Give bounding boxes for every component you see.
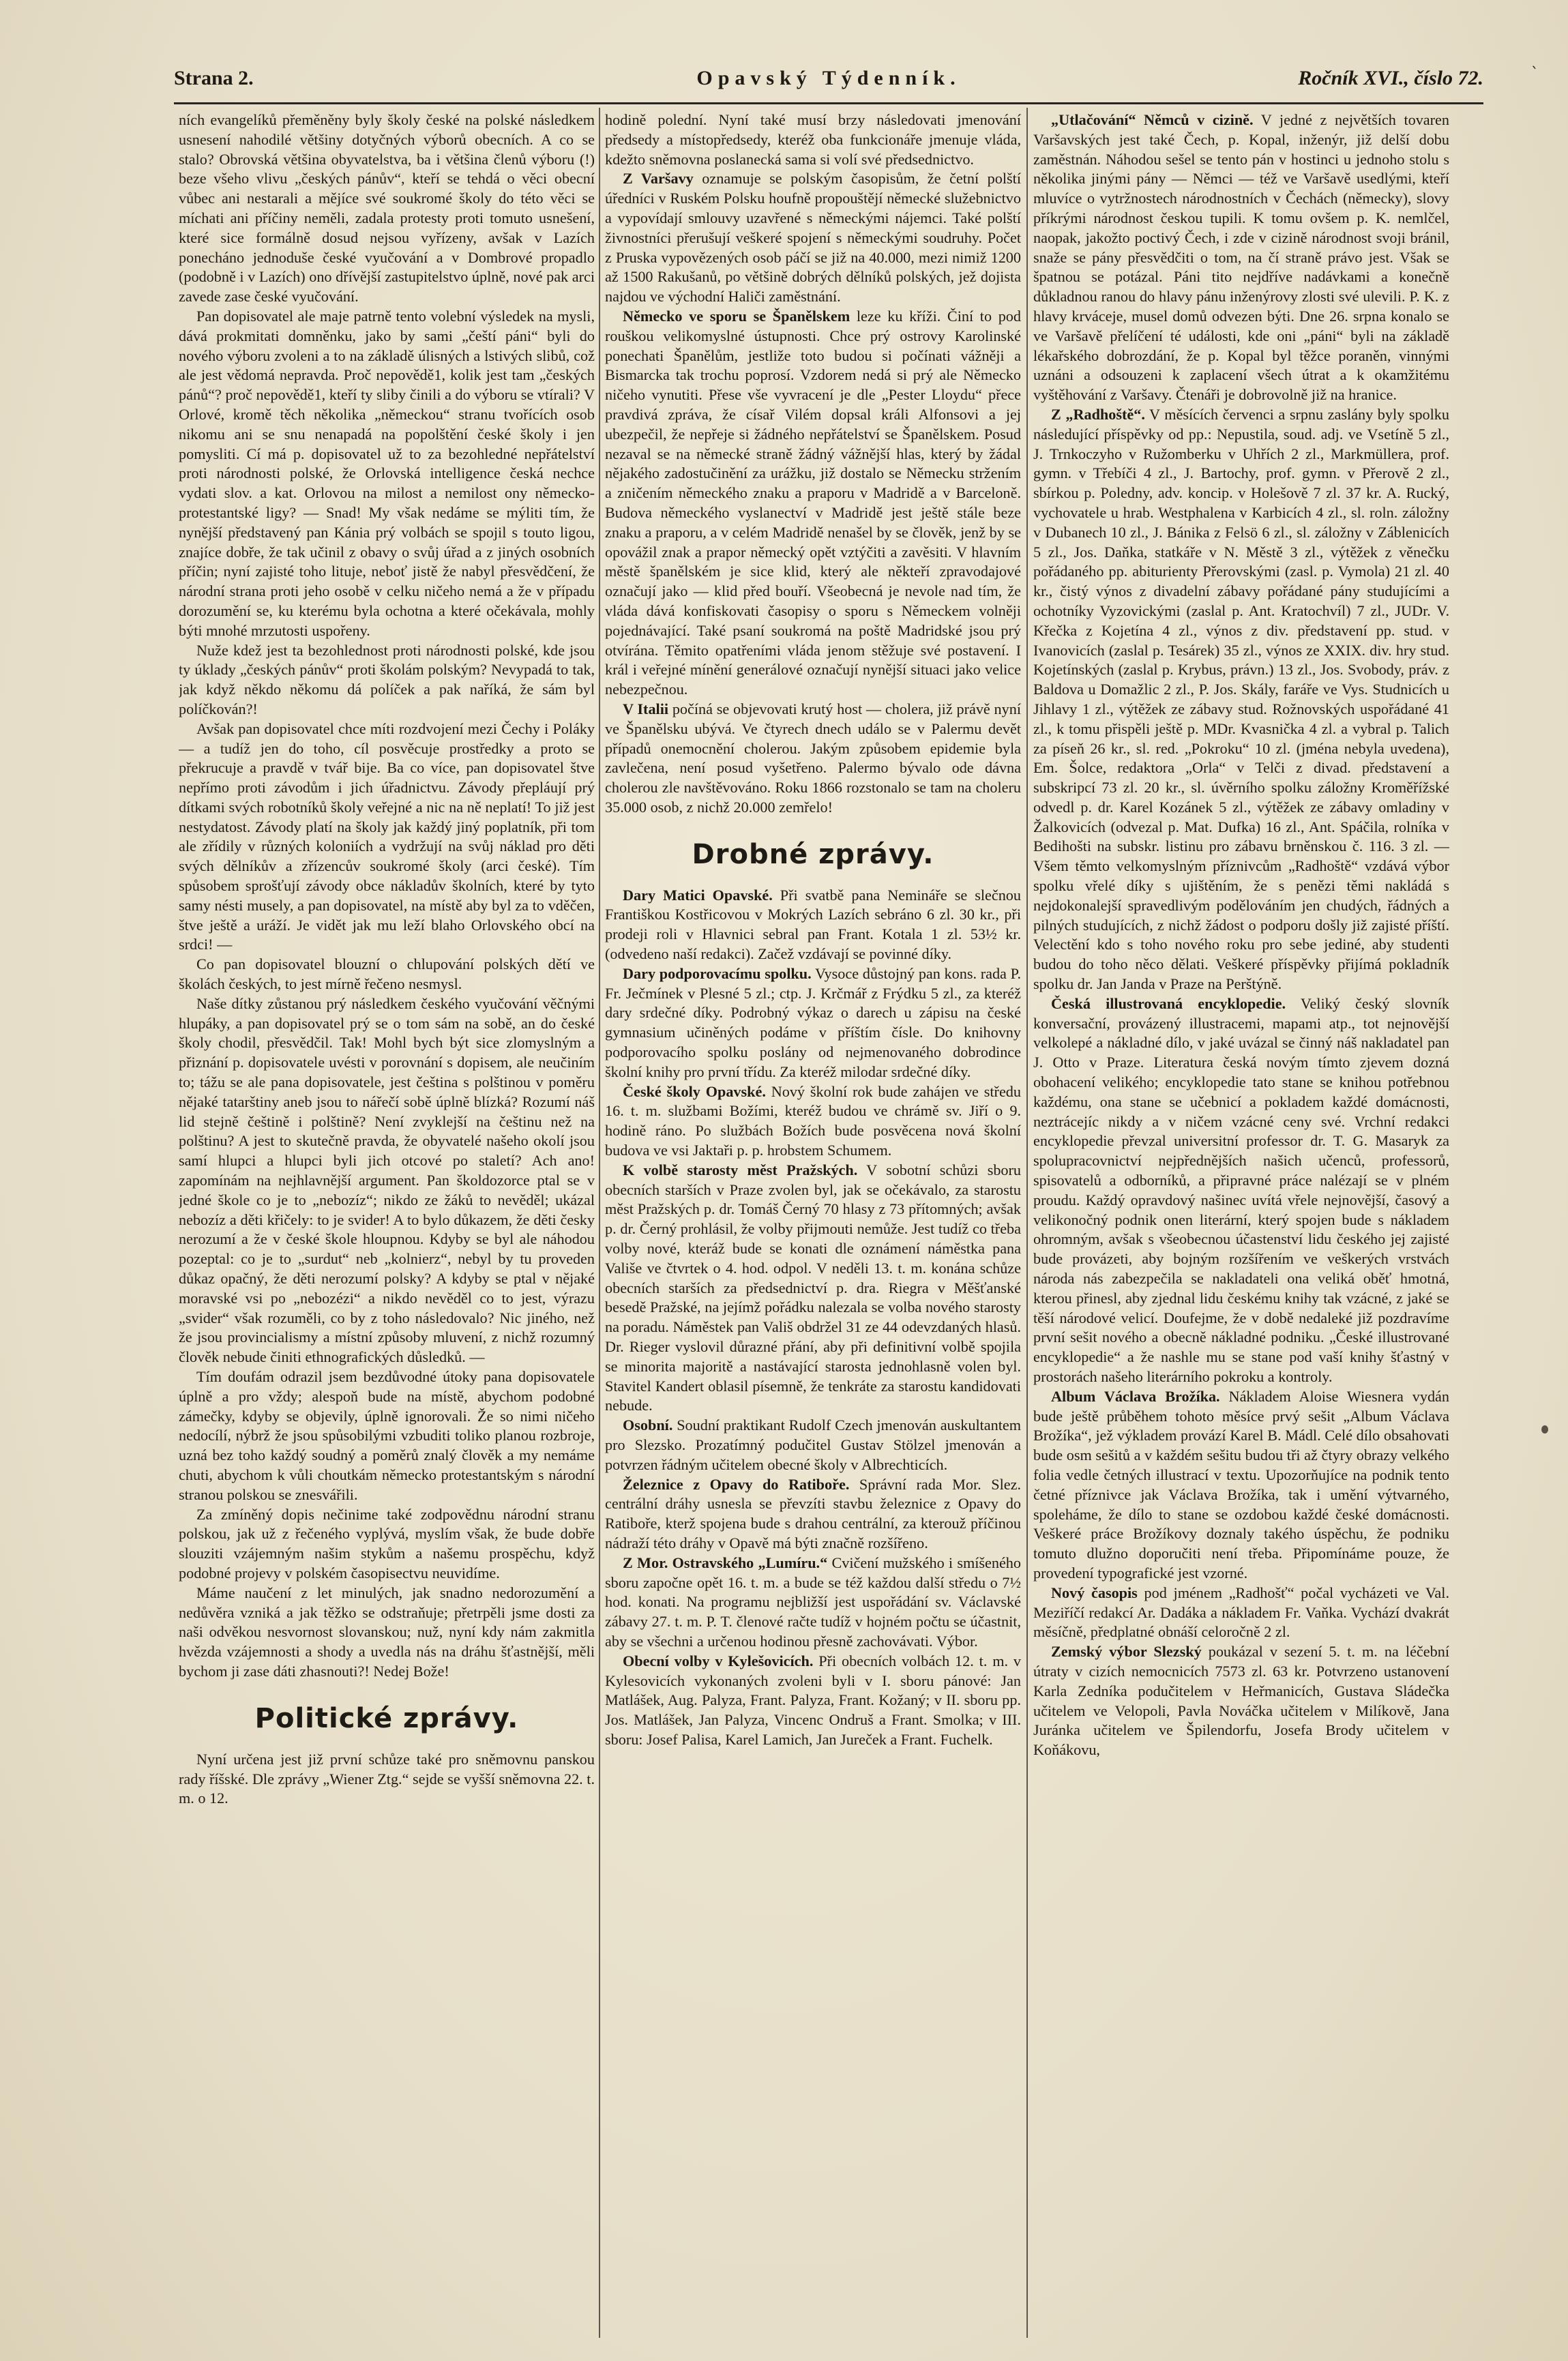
article-lead: Osobní. [623, 1416, 673, 1434]
article-lead: Obecní volby v Kylešovicích. [623, 1652, 814, 1669]
corner-mark: ˋ [1531, 65, 1539, 83]
article-text: Cvičení mužského i smíšeného sboru započne opět 16. t. m. a bude se též každou další středu o 7½ hod. konati. Na programu nejbližší jest uspořádání sv. Václavské zábavy 27. t. m. P. T. členové račte tudíž v hojném počtu se účastnit, aby se všechni a určenou hodinou přesně zachovávati. Výbor. [605, 1554, 1021, 1650]
column-rule-1 [599, 108, 600, 2338]
article-lead: Dary podporovacímu spolku. [623, 964, 812, 982]
margin-speck [1541, 1425, 1548, 1434]
paragraph: Za zmíněný dopis nečinime také zodpovědnu národní stranu polskou, jak už z řečeného vyplývá, myslím však, že bude dobře slouziti vzájemným našim stykům a našemu prospěchu, když podobné projevy v polském časopisectvu neuvidíme. [179, 1505, 595, 1582]
paragraph [605, 700, 1021, 818]
section-heading-politics: Politické zprávy. [254, 1702, 519, 1734]
article-lead: Železnice z Opavy do Ratiboře. [623, 1475, 850, 1493]
article-text: poukázal v sezení 5. t. m. na léčební útraty v cizích nemocnicích 7573 zl. 63 kr. Potvrzeno ustanovení Karla Zedníka podučitelem v Heřmanicích, Gustava Sládečka učitelem ve Velopoli, Pavla Nováčka učitelem v Milíkově, Jana Juránka učitelem ve Špilendorfu, Josefa Brody učitelem v Koňákovu, [1033, 1643, 1449, 1759]
paragraph: ních evangelíků přeměněny byly školy české na polské následkem usnesení nahodilé většiny dotyčných výborů obecních. A co se stalo? Obrovská většina obyvatelstva, ba i většina členů výboru (!) beze všeho vlivu „českých pánův“, kteří se tehdá o věci obecní vůbec ani nestarali a mějíce své soukromé školy do této věci se míchati ani příčiny neměli, zadala protesty proti tomuto usnešení, které sice formálně dosud nejsou vyřízeny, avšak v Lazích ponecháno jednoduše české vyučování a v Dombrové propadlo (podobně i v Lazích) ono dřívější zastupitelstvo úplně, nové pak arci zavede zase české vyučování. [179, 111, 595, 306]
paragraph [605, 1161, 1021, 1416]
paragraph: Co pan dopisovatel blouzní o chlupování polských dětí ve školách českých, to jest mírně řečeno nesmysl. [179, 955, 595, 993]
article-lead: Z Mor. Ostravského „Lumíru.“ [623, 1554, 828, 1571]
paragraph: Naše dítky zůstanou prý následkem českého vyučování věčnými hlupáky, a pan dopisovatel prý se o tom sám na sobě, an do české školy chodil, přesvědčil. Tak! Mohl bych být sice zlomyslným a přiznání p. dopisovatele uvésti v porovnání s dopisem, ale neučiním to; tážu se ale pana dopisovatele, jest čeština s polštinou v poměru nějaké tatarštiny aneb jsou to nářečí sobě úplně blízká? Rozumí náš lid stejně češtině i polštině? Není zvyklejší na češtinu než na polštinu? A jest to skutečně pravda, že obyvatelé našeho okolí jsou samí hlupci a hlupci byli jich otcové po staletí? Ach ano! zapomínám na nejhlavnější argument. Pan školdozorce ptal se v jedné škole co je to „nebozíz“; nikdo ze žáků to nevěděl; ukázal nebozíz a děti křičely: to je svider! A to bylo důkazem, že děti česky nerozumí a že v české škole hloupnou. Kdyby se byl ale náhodou pozeptal: co je to „surdut“ neb „kolnierz“, nebyl by tu proveden důkaz opačný, že děti nerozumí polsky? A kdyby se ptal v nějaké moravské vsi po „nebozézi“ a nikdo nevěděl co to jest, výrazu „svider“ však rozuměli, co by z toho následovalo? Nic jiného, než že jsou provincialismy a místní způsoby mluvení, z nichž rozumný člověk nebude činiti ethnografických důsledků. — [179, 994, 595, 1366]
article-text: oznamuje se polským časopisům, že četní polští úředníci v Ruském Polsku houfně propouštějí německé služebnictvo a vypovídají smlouvy uzavřené s německými nájemci. Také polští živnostníci přerušují veškeré spojení s německými soudruhy. Počet z Pruska vypovězených osob páčí se již na 40.000, mezi nimiž 1200 až 1500 Rakušanů, po většině dobrých dělníků polských, jež dojista najdou ve východní Haliči zaměstnání. [605, 170, 1021, 306]
paragraph [605, 1652, 1021, 1750]
newspaper-title: Opavský Týdenník. [696, 67, 961, 89]
volume-number: Ročník XVI., číslo 72. [1298, 67, 1483, 89]
article-text: V sobotní schůzi sboru obecních starších v Praze zvolen byl, jak se očekávalo, za starostu měst Pražských p. dr. Tomáš Černý 70 hlasy z 73 přítomných; avšak p. dr. Černý prohlásil, že volby přijmouti nemůže. Jest tudíž co třeba volby nové, kteráž bude se konati dle oznámení náměstka pana Vališe ve čtvrtek o 4. hod. odpol. V neděli 13. t. m. konána schůze obecních starších za předsednictví p. dra. Riegra v Měšťanské besedě Pražské, na jejímž pořádku nalezala se volba nového starosty na poradu. Náměstek pan Vališ obdržel 31 ze 44 odevzdaných hlasů. Dr. Rieger vyslovil důrazné přání, aby při definitivní volbě spojila se minorita majoritě a nastávající starosta jednohlasně volen byl. Stavitel Kandert oblasil písemně, že tenkráte za starostu kandidovati nebude. [605, 1161, 1021, 1414]
section-heading-short-news: Drobné zprávy. [692, 838, 934, 870]
page-number: Strana 2. [174, 67, 254, 89]
article-text: V jedné z největších tovaren Varšavských jest také Čech, p. Kopal, inženýr, již delší dobu zaměstnán. Náhodou sešel se tento pán v hostinci u jednoho stolu s několika jinými pány — Němci — též ve Varšavě usedlými, kteří mluvíce o vytržnostech národnostních v Čechách (německy), slovy příkrými národnost českou tupili. K tomu ovšem p. K. nemlčel, naopak, jakožto poctivý Čech, i zde v cizině národnost svoji bránil, snaže se pány přesvědčiti o tom, na čí straně právo jest. Však se špatnou se potázal. Páni tito nejdříve nadávkami a konečně důkladnou ranou do hlavy pánu inženýrovy zlosti své ulevili. P. K. z hlavy krváceje, musel domů odvezen býti. Dne 26. srpna konalo se ve Varšavě přelíčení té události, kde oni „páni“ byli na základě lékařského dobrozdání, že p. Kopal byl těžce poraněn, vinnými uznáni a odsouzeni k zaplacení všech útrat a k okamžitému vyštěhování z Varšavy. Čtenáři je dobrovolně již na hranice. [1033, 111, 1449, 404]
paragraph: Tím doufám odrazil jsem bezdůvodné útoky pana dopisovatele úplně a pro vždy; alespoň bude na místě, abychom podobné zámečky, kdyby se objevily, úplně ignorovali. Že so nimi ničeho nedocílí, nýbrž že jsou spůsobilými vzbuditi toliko planou rozbroje, uzná bez toho každý soudný a poměrů znalý člověk a my nemáme chuti, abychom k vůli choutkám německo protestantským s národní stranou polskou se znesvářili. [179, 1368, 595, 1503]
article-text: Vysoce důstojný pan kons. rada P. Fr. Ječmínek v Plesné 5 zl.; ctp. J. Krčmář z Frýdku 5 zl., za kteréž dary srdečné díky. Podrobný výkaz o darech u zápisu na české gymnasium učiněných podáme v příštím čísle. Do knihovny podporovacího spolku poslány od nejmenovaného dobrodince školní knihy pro první třídu. Za kteréž milodar srdečné díky. [605, 964, 1021, 1080]
article-text: pod jménem „Radhošť“ počal vycházeti ve Val. Meziříčí redakcí Ar. Dadáka a nákladem Fr. Vaňka. Vychází dvakrát měsíčně, předplatné obnáší celoročně 2 zl. [1033, 1584, 1449, 1641]
header-rule [174, 102, 1483, 104]
article-text: Nákladem Aloise Wiesnera vydán bude ještě průběhem tohoto měsíce prvý sešit „Album Václava Brožíka“, jež výkladem provází Karel B. Mádl. Celé dílo obsahovati bude osm sešitů a v každém sešitu budou tři až čtyry obrazy velkého folia vedle četných illustrací v textu. Upozorňujíce na podnik tento četné příznivce jak Václava Brožíka, tak i umění výtvarného, spolehámе, že dílo to stane se ozdobou každé české domácnosti. Veškeré práce Brožíkovy doznaly takého úspěchu, že podniku tomuto dlužno doporučiti není třeba. Připomínáme pouze, že provedení typografické jest vzorné. [1033, 1387, 1449, 1582]
article-text: Veliký český slovník konversační, provázený illustracemi, mapami atp., tot nejnovější velkolepé a nákladné dílo, v jaké uvázal se činný náš nakladatel pan J. Otto v Praze. Literatura česká novým tímto zjevem dozná obohacení velikého; encyklopedie tato stane se knihou potřebnou každému, ona stane se učebnicí a pokladem každé domácnosti, neztrácejíc nikdy a v ničem vzácné ceny své. Vrchní redakci encyklopedie převzal universitní professor dr. T. G. Masaryk za spolupracovnictví nejpřednějších našich učenců, professorů, spisovatelů a odborníků, a připravné práce nalézají se v plném proudu. Každý opravdový našinec uvítá vřele nejnovější, časový a velikonočný podnik onen literární, který spojen bude s nákladem ohromným, avšak s všeobecnou účastenství lidu českého jej zajisté bude provázeti, aby bojným rozšířením ve veškerých vrstvách národa nás zabezpečila se nakladateli ona veliká oběť hmotná, kterou přinesl, aby zjednal lidu českému knihy tak vzácné, z jaké se těší národové velicí. Doufejme, že v době nedaleké již pozdravíme první sešit nového a obecně nákladné podniku. „České illustrované encyklopedie“ a že nashle mu se stane pod vaší knihy šťastný v prostorách našeho literárního pokroku a kontroly. [1033, 994, 1449, 1385]
paragraph [605, 1082, 1021, 1161]
paragraph: Pan dopisovatel ale maje patrně tento volební výsledek na mysli, dává prokmitati domněnku, jako by sami „čeští páni“ byli do nového výboru zvoleni a to na základě úlisných a lstivých slibů, což ale jest vědomá nepravda. Proč nepovědě1, kolik jest tam „českých pánů“? proč nepovědě1, kteří ty sliby činili a do výboru se vtírali? V Orlové, kromě těch několika „německou“ stranu tvořících osob nikomu ani se snu nenapadá na popolštění české školy i jen pomysliti. Cí má p. dopisovatel už to za bezohledné nepřátelství proti národnosti polské, že Orlovská intelligence česká nechce vydati slov. a kat. Orlovou na milost a nemilost ony německo-protestantské ligy? — Snad! My však nedáme se mýliti tím, že nynější představený pan Kánia prý volbách se spojil s touto ligou, znajíce dobře, že tak učinil z obavy o svůj úřad a z jiných osobních příčin; nyní zajisté toho lituje, neboť jistě že nabyl přesvědčení, že národní strana proti jeho osobě v celku ničeho nemá a že v případu dorozumění se, ku kterému byla ochotna a které očekávala, mohly býti mnohé mrzutosti uspořeny. [179, 307, 595, 639]
article-lead: České školy Opavské. [623, 1082, 766, 1100]
article-text: V měsících červenci a srpnu zaslány byly spolku následující příspěvky od pp.: Nepustila, soud. adj. ve Vsetíně 5 zl., J. Trnkoczyho v Ružomberku v Uhřích 2 zl., Markmüllera, prof. gymn. v Třebíči 4 zl., J. Bartochy, prof. gymn. v Přerově 2 zl., sbírkou p. Poledny, adv. koncip. v Holešově 7 zl. 37 kr. A. Rucký, vychovatele u hrab. Westphalena v Karbicích 4 zl., sl. roln. záložny v Dubanech 10 zl., J. Bánika z Felsö 6 zl., sl. záložny v Záblenicích 5 zl., Jos. Daňka, statkáře v N. Městě 3 zl., výtěžek z věnečku pořádaného pp. abiturienty Přerovskými (zasl. p. Vymola) 21 zl. 40 kr., čistý výnos z divadelní zábavy pořádané pány studujícími a ochotníky Vyzovickými (zaslal p. Ant. Kratochvíl) 7 zl., JUDr. V. Křečka z Kojetína 4 zl., výnos z div. představení pp. stud. v Ivanovicích (zaslal p. Tesárek) 35 zl., výnos ze XXIX. div. hry stud. Kojetínských (zaslal p. Krybus, právn.) 13 zl., Jos. Svobody, práv. z Baldova u Domažlic 2 zl., P. Jos. Skály, faráře ve Vys. Studnicích u Jihlavy 1 zl., výtěžek ze zábavy stud. Rožnovských uspořádané 41 zl., k tomu přispěli ještě p. MDr. Kvasnička 4 zl. a vybral p. Talich za píseň 26 kr., sl. red. „Pokroku“ 10 zl. (jména nebyla uvedena), Em. Šolce, redaktora „Orla“ v Telči z divad. představení a subskripcí 73 zl. 20 kr., sl. úvěrního spolku záložny Kroměřížské odvedl p. dr. Karel Kozánek 5 zl., výtěžek ze zábavy omladiny v Žalkovicích (odvezal p. Mat. Dufka) 16 zl., Ant. Spáčila, rolníka v Bedihošti na subskr. listinu pro zábavu brněnskou č. 116. 3 zl. — Všem těmto velkomyslným příznivcům „Radhoště“ vzdává výbor spolku vřelé díky s ujištěním, že s penězi těmi nakládá s nejdokonalejší spravedlivým podělováním jen chudých, řádných a pilných studujících, z nichž žádost o podporu došly již zajisté příští. Velectění kdo s toho nového roku pro sebe jediné, aby studenti budou do toho něco dělati. Veškeré příspěvky přijímá pokladník spolku dr. Jan Janda v Praze na Perštýně. [1033, 405, 1449, 993]
column-2 [605, 110, 1021, 2334]
article-lead: V Italii [623, 700, 669, 717]
article-lead: Dary Matici Opavské. [623, 886, 773, 904]
article-text: leze ku kříži. Činí to pod rouškou velikomyslné ústupnosti. Chce prý ostrovy Karolinské ponechati Španělům, jestliže toto budou si počínati vážněji a Bismarcka tak trochu poprosí. Vzdorem nedá si prý ale Německo ničeho vynutiti. Přese vše vyvracení je dle „Pester Lloydu“ přece pravdivá zpráva, že císař Vilém dopsal králi Alfonsovi a jej ubezpečil, že nepřeje si žádného nepřátelství se Španělskem. Posud nezaval se na německé straně žádný vážnější hlas, který by žádal nějakého zadostučinění za urážku, již dostalo se Německu stržením a zničením německého znaku a praporu v Madridě a v Barceloně. Budova německého vyslanectví v Madridě jest ještě stále beze znaku a praporu, a v celém Madridě nenašel by se člověk, jenž by se opovážil znak a prapor německý opět vztýčiti a zavěsiti. V hlavním městě španělském je sice klid, který ale někteří zpravodajové označují jako — klid před bouří. Všeobecná je nevole nad tím, že vláda dává konfiskovati časopisy o sporu s Německem volněji pojednávající. Také psaní soukromá na poště Madridské jsou prý otvírána. Těmito opatřeními vláda jenom stěžuje své postavení. I král i veřejné mínění generálové označují nynější situaci jako velice nebezpečnou. [605, 307, 1021, 698]
article-lead: Z Varšavy [623, 170, 694, 188]
paragraph [1033, 1584, 1449, 1642]
column-rule-2 [1026, 108, 1028, 2338]
paragraph: Avšak pan dopisovatel chce míti rozdvojení mezi Čechy i Poláky — a tudíž jen do toho, cíl posvěcuje prostředky a proto se překrucuje a pravdě v tvář bije. Ba co více, pan dopisovatel štve nepřímo proti závodům i jich úřadnictvu. Závody přepláují prý dítkami svých robotníků školy veřejné a nic na ně neplatí! To již jest nestydatost. Závody platí na školy jak každý jiný poplatník, při tom ale zřídily v různých koloniích a vydržují na svůj náklad pro děti svých dělníkův a zřízencův soukromé školy (arci české). Tím spůsobem sprošťují závody obce nákladův školních, které by tyto samy nésti musely, a pan dopisovatel, na místě aby byl za to vděčen, štve ještě a uráží. Je vidět jak mu leží blaho Orlovského obcí na srdci! — [179, 719, 595, 953]
paragraph [605, 1475, 1021, 1554]
paragraph [1033, 994, 1449, 1387]
paragraph [605, 307, 1021, 700]
article-lead: Z „Radhoště“. [1051, 405, 1145, 423]
paragraph [1033, 1642, 1449, 1760]
page-header [174, 63, 1483, 93]
article-text: Nový školní rok bude zahájen ve středu 16. t. m. službami Božími, kteréž budou ve chrámě sv. Jiří o 9. hodině ráno. Po službách Božích bude posvěcena nová školní budova ve vsi Jaktaři p. p. hrobstem Schumem. [605, 1082, 1021, 1159]
paragraph [605, 1416, 1021, 1474]
article-lead: Německo ve sporu se Španělskem [623, 307, 850, 325]
article-text: Při obecních volbách 12. t. m. v Kylesovicích vykonaných zvoleni byli v I. sboru pánové: Jan Matlášek, Aug. Palyza, Frant. Palyza, Frant. Kožaný; v II. sboru pp. Jos. Matlášek, Jan Palyza, Vincenc Ondruš a Frant. Smolka; v III. sboru: Josef Palisa, Karel Lamich, Jan Jureček a Frant. Fuchelk. [605, 1652, 1021, 1748]
article-lead: Album Václava Brožíka. [1051, 1387, 1220, 1405]
paragraph [605, 169, 1021, 307]
paragraph [605, 886, 1021, 964]
article-lead: K volbě starosty měst Pražských. [623, 1161, 858, 1178]
article-text: Správní rada Mor. Slez. centrální dráhy usnesla se převzíti stavbu železnice z Opavy do Ratiboře, kterž spojena bude s drahou centrální, za kterouž příčinou nádraží této dráhy v Opavě má býti značně rozšířeno. [605, 1475, 1021, 1551]
article-text: Při svatbě pana Nemináře se slečnou Františkou Kostřicovou v Mokrých Lazích sebráno 6 zl. 30 kr., při prodeji roli v Hlavnici sebral pan Frant. Kotala 1 zl. 53½ kr. (odvedeno naší redakci). Začež vzdávají se povinné díky. [605, 886, 1021, 963]
paragraph: Nyní určena jest již první schůze také pro sněmovnu panskou rady říšské. Dle zprávy „Wiener Ztg.“ sejde se vyšší sněmovna 22. t. m. o 12. [179, 1750, 595, 1807]
column-3 [1033, 110, 1449, 2334]
paragraph [605, 964, 1021, 1082]
paragraph [1033, 405, 1449, 994]
article-text: Soudní praktikant Rudolf Czech jmenován auskultantem pro Slezsko. Prozatímný podučitel Gustav Stölzel jmenován a potvrzen řádným učitelem obecné školy v Albrechticích. [605, 1416, 1021, 1473]
paragraph [1033, 110, 1449, 405]
paragraph [1033, 1387, 1449, 1584]
paragraph: Máme naučení z let minulých, jak snadno nedorozumění a nedůvěra vzniká a jak těžko se odstraňuje; přetrpěli jsme dosti za naši odvěkou nesvornost slovanskou; nuž, nyní kdy nám zakmitla hvězda vzájemnosti a shody a uvedla nás na dráhu šťastnější, měli bychom ji zase dáti zhasnouti?! Nedej Bože! [179, 1584, 595, 1680]
article-lead: Zemský výbor Slezský [1051, 1643, 1202, 1661]
paragraph [605, 1554, 1021, 1652]
paragraph: Nuže kdež jest ta bezohlednost proti národnosti polské, kde jsou ty úklady „českých pánův“ proti školám polským? Nevypadá to tak, jak když někdo někomu dá políček a pak naříká, že sám byl políčkován?! [179, 641, 595, 717]
paragraph: hodině polední. Nyní také musí brzy následovati jmenování předsedy a místopředsedy, kteréž oba funkcionáře jmenuje vláda, kdežto sněmovna poslanecká sama si volí své předsednictvo. [605, 111, 1021, 168]
column-1 [179, 110, 595, 2334]
article-lead: Česká illustrovaná encyklopedie. [1051, 994, 1286, 1012]
article-text: počíná se objevovati krutý host — cholera, již právě nyní ve Španělsku ubývá. Ve čtyrech dnech událo se v Palermu devět případů onemocnění cholerou. Jakým způsobem epidemie byla zavlečena, není posud vyšetřeno. Palermo bývalo ode dávna cholerou zle navštěvováno. Roku 1866 rozstonalo se tam na choleru 35.000 osob, z nichž 20.000 zemřelo! [605, 700, 1021, 816]
article-lead: Nový časopis [1051, 1584, 1138, 1601]
article-lead: „Utlačování“ Němců v cizině. [1051, 111, 1254, 128]
